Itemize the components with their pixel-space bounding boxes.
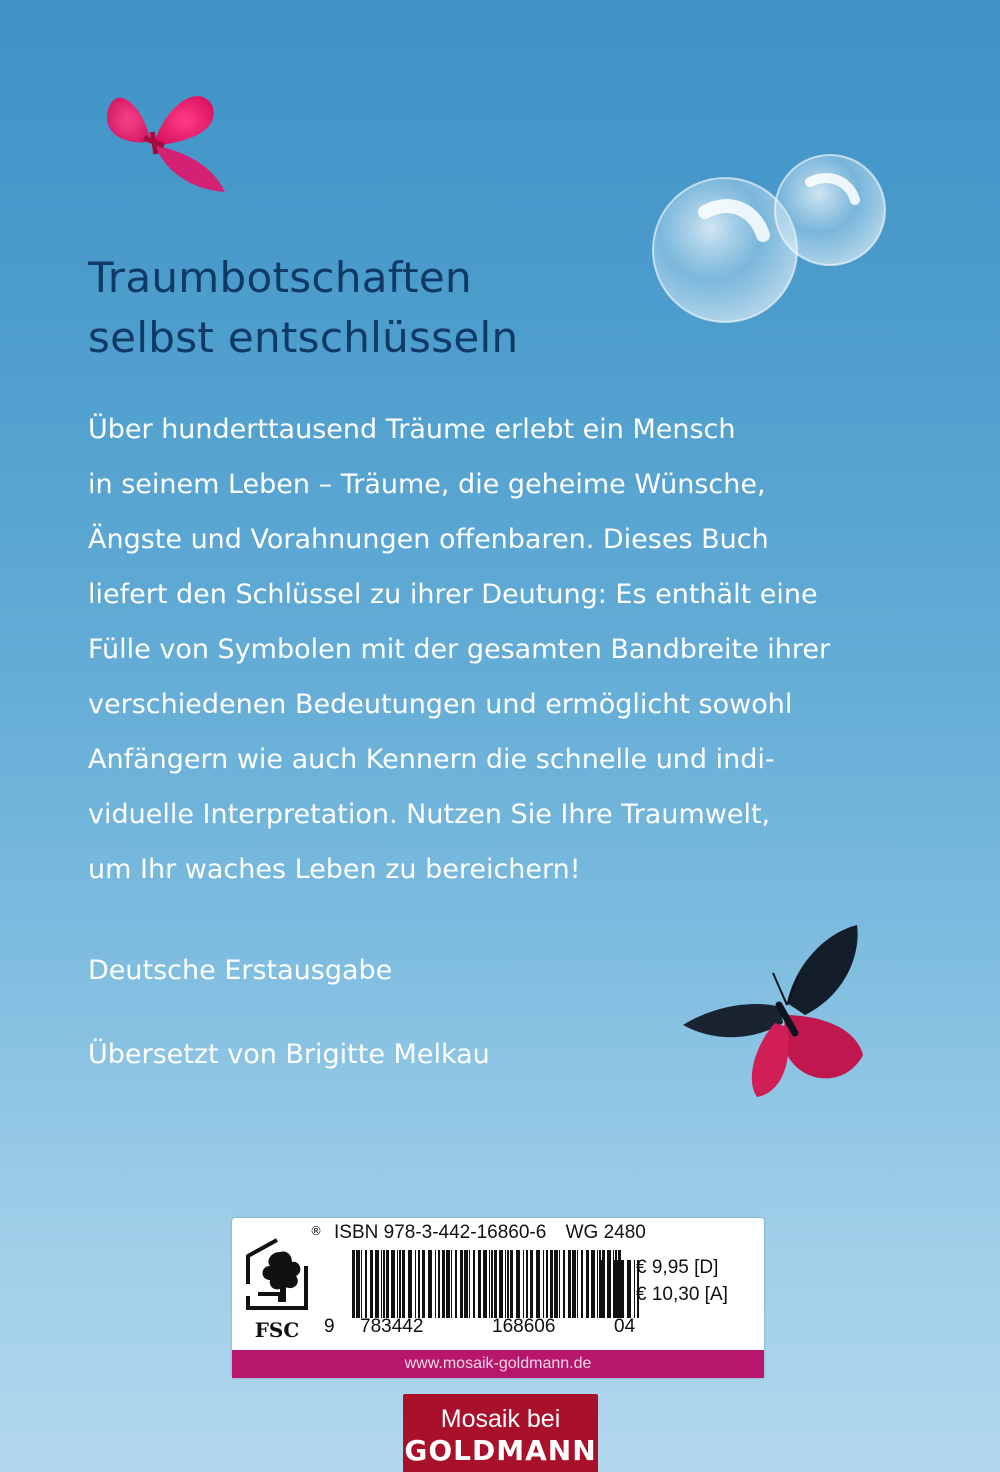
barcode-bar [550, 1250, 553, 1318]
isbn-price-label [232, 1218, 764, 1378]
blurb-line: Über hunderttausend Träume erlebt ein Mensch [88, 414, 736, 445]
barcode-bar [499, 1250, 503, 1318]
barcode-bar [577, 1250, 578, 1318]
barcode-bar [408, 1250, 412, 1318]
barcode-bar [554, 1250, 558, 1318]
headline-line: selbst entschlüsseln [88, 313, 519, 362]
barcode-bar [442, 1250, 445, 1318]
headline [88, 248, 518, 368]
barcode-bar [399, 1250, 401, 1318]
price-list [636, 1254, 728, 1308]
barcode-bar [391, 1250, 395, 1318]
price-germany: € 9,95 [D] [636, 1257, 719, 1278]
isbn-number: ISBN 978-3-442-16860-6 [334, 1222, 547, 1243]
barcode-bar [627, 1260, 631, 1318]
barcode-bar [591, 1250, 595, 1318]
blurb-line: viduelle Interpretation. Nutzen Sie Ihre Traumwelt, [88, 799, 771, 830]
publisher-logo [403, 1394, 598, 1472]
barcode-bar [621, 1260, 624, 1318]
barcode-bar [375, 1250, 379, 1318]
barcode-bar [451, 1250, 452, 1318]
barcode-bar [402, 1250, 405, 1318]
registered-mark: ® [310, 1224, 322, 1238]
publisher-imprint: Mosaik bei [440, 1405, 561, 1433]
barcode-bar [505, 1250, 506, 1318]
publisher-name: GOLDMANN [404, 1434, 597, 1467]
barcode-bar [563, 1250, 565, 1318]
blurb-line: Anfängern wie auch Kennern die schnelle und indi- [88, 744, 775, 775]
barcode-bar [586, 1250, 589, 1318]
pink-butterfly-image [100, 80, 235, 200]
barcode-bar [559, 1250, 560, 1318]
barcode-bar [523, 1250, 524, 1318]
blurb-line: verschiedenen Bedeutungen und ermöglicht sowohl [88, 689, 793, 720]
barcode-bar [572, 1250, 576, 1318]
barcode-digit-group: 04 [614, 1316, 636, 1337]
barcode-bar [634, 1260, 635, 1318]
barcode-bar [435, 1250, 436, 1318]
barcode-bar [607, 1260, 611, 1318]
headline-line: Traumbotschaften [88, 253, 472, 302]
barcode-digit-group: 9 [324, 1316, 335, 1337]
barcode-bar [516, 1250, 520, 1318]
barcode-bar [510, 1250, 513, 1318]
barcode-bar [352, 1250, 355, 1318]
barcode-bar [489, 1250, 490, 1318]
fsc-text: FSC [254, 1318, 300, 1342]
blurb-paragraph [88, 402, 918, 897]
barcode-bar [446, 1250, 450, 1318]
barcode-bar [370, 1250, 373, 1318]
barcode-bar [546, 1250, 548, 1318]
barcode-bar [568, 1250, 571, 1318]
barcode-bar [422, 1250, 425, 1318]
barcode-bar [530, 1250, 533, 1318]
translator-note: Übersetzt von Brigitte Melkau [88, 1039, 490, 1070]
barcode-bar [381, 1250, 382, 1318]
blurb-line: in seinem Leben – Träume, die geheime Wünsche, [88, 469, 766, 500]
barcode-bar [491, 1250, 493, 1318]
barcode-bar [418, 1250, 420, 1318]
barcode-addon [599, 1260, 641, 1318]
blurb-line: Fülle von Symbolen mit der gesamten Bandbreite ihrer [88, 634, 831, 665]
barcode-bar [473, 1250, 475, 1318]
barcode-bar [438, 1250, 440, 1318]
edition-note: Deutsche Erstausgabe [88, 955, 393, 986]
barcode-bar [478, 1250, 481, 1318]
barcode-bar [526, 1250, 528, 1318]
blurb-line: Ängste und Vorahnungen offenbaren. Dieses Buch [88, 524, 769, 555]
blurb-line: um Ihr waches Leben zu bereichern! [88, 854, 581, 885]
fsc-logo [240, 1236, 314, 1342]
barcode-bar [455, 1250, 457, 1318]
wg-code: WG 2480 [565, 1222, 646, 1243]
barcode-bar [365, 1250, 367, 1318]
barcode-digit-group: 783442 [360, 1316, 424, 1337]
barcode-bar [617, 1260, 619, 1318]
dark-butterfly-image [675, 915, 875, 1115]
barcode-bar [397, 1250, 398, 1318]
barcode-bar [460, 1250, 463, 1318]
barcode-bar [483, 1250, 487, 1318]
barcode-bar [415, 1250, 416, 1318]
barcode-bar [601, 1260, 604, 1318]
price-austria: € 10,30 [A] [636, 1284, 728, 1305]
barcode-bar [581, 1250, 583, 1318]
barcode-bar [543, 1250, 544, 1318]
isbn-line [334, 1222, 646, 1244]
bubbles-image [645, 150, 895, 340]
barcode-bar [597, 1250, 598, 1318]
barcode-digit-group: 168606 [492, 1316, 556, 1337]
barcode-bar [361, 1250, 362, 1318]
barcode-bar [383, 1250, 385, 1318]
barcode-bar [464, 1250, 468, 1318]
barcode-bar [494, 1250, 497, 1318]
fsc-tree-icon [240, 1236, 314, 1314]
blurb-line: liefert den Schlüssel zu ihrer Deutung: Es enthält eine [88, 579, 818, 610]
barcode-bar [386, 1250, 389, 1318]
barcode-bar [469, 1250, 470, 1318]
barcode-bar [428, 1250, 432, 1318]
publisher-website: www.mosaik-goldmann.de [232, 1350, 764, 1378]
barcode-bar [614, 1260, 615, 1318]
barcode [350, 1250, 622, 1318]
barcode-bar [356, 1250, 360, 1318]
barcode-bar [536, 1250, 540, 1318]
barcode-bar [507, 1250, 509, 1318]
